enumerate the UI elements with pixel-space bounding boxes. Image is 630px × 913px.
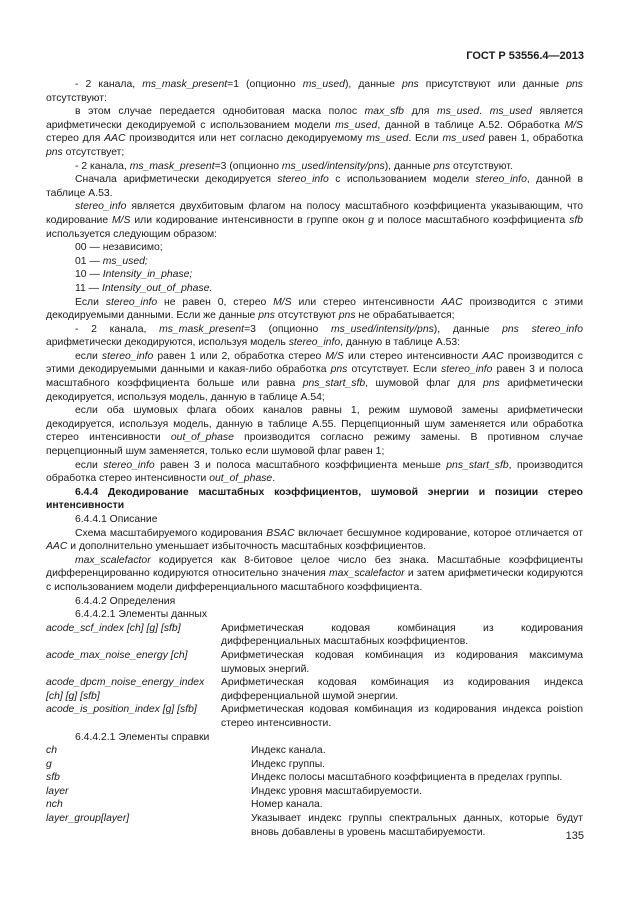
paragraph: 6.4.4.1 Описание	[75, 514, 158, 525]
definition-desc: Арифметическая кодовая комбинация из кодирования индекса poistion стерео интенсивности.	[221, 704, 583, 729]
paragraph: stereo_info является двухбитовым флагом на полосу масштабного коэффициента указывающим, что кодирование M/S или кодирование интенсивности в группе окон g и полосе масштабного коэффициента sfb используется следующим образом:	[46, 201, 583, 240]
paragraph: Если stereo_info не равен 0, стерео M/S или стерео интенсивности AAC производится с этими декодируемыми данными. Если же данные pns отсутствуют pns не обрабатывается;	[46, 296, 583, 322]
reference-desc: Указывает индекс группы спектральных данных, которые будут вновь добавлены в уровень масштабируемости.	[251, 813, 583, 838]
paragraph: - 2 канала, ms_mask_present=3 (опционно ms_used/intensity/pns), данные pns stereo_info арифметически декодируются, используя модель stereo_info, данную в таблице A.53:	[46, 323, 583, 349]
reference-desc: Индекс группы.	[251, 758, 326, 770]
paragraph: 11 — Intensity_out_of_phase.	[75, 282, 213, 294]
paragraph: max_scalefactor кодируется как 8-битовое целое число без знака. Масштабные коэффициенты дифференцированно кодируются относительно значения max_scalefactor и затем арифметически кодируются с использованием модели дифференциального масштабного коэффициента.	[46, 554, 583, 593]
reference-row	[46, 798, 583, 812]
definition-row	[46, 649, 583, 676]
body-paragraphs	[46, 78, 583, 622]
paragraph: 00 — независимо;	[75, 242, 163, 254]
definition-row	[46, 703, 583, 730]
reference-row	[46, 744, 583, 758]
paragraph: в этом случае передается однобитовая маска полос max_sfb для ms_used. ms_used является арифметически декодируемой с использованием модели ms_used, данной в таблице A.52. Обработка M/S стерео для AAC производится или нет согласно декодируемому ms_used. Если ms_used равен 1, обработка pns отсутствует;	[46, 106, 583, 158]
reference-term: nch	[46, 799, 63, 811]
definition-term: acode_is_position_index [g] [sfb]	[46, 704, 197, 716]
ref-heading: 6.4.4.2.1 Элементы справки	[75, 731, 210, 743]
reference-row	[46, 771, 583, 785]
paragraph: если оба шумовых флага обоих каналов равны 1, режим шумовой замены арифметически декодируется, используя модель, данную в таблице A.55. Перцепционный шум заменяется или обработка стерео интенсивности out_of_phase производится согласно режиму замены. В противном случае перцепционный шум заменяется, только если шумовой флаг равен 1;	[46, 405, 583, 458]
reference-row	[46, 758, 583, 772]
definition-row	[46, 622, 583, 649]
paragraph: 01 — ms_used;	[75, 255, 148, 267]
reference-row	[46, 785, 583, 799]
page-number: 135	[565, 830, 584, 842]
reference-desc: Индекс уровня масштабируемости.	[251, 785, 422, 797]
definition-term: acode_max_noise_energy [ch]	[46, 649, 188, 661]
reference-term: layer	[46, 785, 69, 797]
reference-desc: Индекс полосы масштабного коэффициента в пределах группы.	[251, 772, 563, 784]
reference-term: ch	[46, 745, 57, 757]
section-heading: 6.4.4 Декодирование масштабных коэффициентов, шумовой энергии и позиции стерео интенсивности	[46, 486, 583, 512]
definition-term: acode_scf_index [ch] [g] [sfb]	[46, 622, 181, 634]
definition-term: acode_dpcm_noise_energy_index [ch] [g] [sfb]	[46, 677, 205, 702]
paragraph: 10 — Intensity_in_phase;	[75, 269, 193, 281]
definition-desc: Арифметическая кодовая комбинация из кодирования индекса дифференциальной шумой энергии.	[221, 677, 583, 702]
reference-row	[46, 812, 583, 839]
paragraph: Схема масштабируемого кодирования BSAC включает бесшумное кодирование, которое отличается от AAC и дополнительно уменьшает избыточность масштабных коэффициентов.	[46, 527, 583, 553]
reference-term: sfb	[46, 772, 60, 784]
page-content	[46, 78, 583, 839]
definitions-list	[46, 622, 583, 731]
document-header: ГОСТ Р 53556.4—2013	[466, 50, 584, 62]
definition-desc: Арифметическая кодовая комбинация из кодирования максимума шумовых энергий.	[221, 649, 583, 675]
references-list	[46, 744, 583, 839]
paragraph: если stereo_info равен 1 или 2, обработка стерео M/S или стерео интенсивности AAC производится с этими декодируемыми данными и какая-либо обработка pns отсутствует. Если stereo_info равен 3 и полоса масштабного коэффициента больше или равна pns_start_sfb, шумовой флаг для pns арифметически декодируется, используя модель, данную в таблице A.54;	[46, 350, 584, 403]
paragraph: Сначала арифметически декодируется stereo_info с использованием модели stereo_info, данной в таблице A.53.	[46, 174, 583, 199]
paragraph: если stereo_info равен 3 и полоса масштабного коэффициента меньше pns_start_sfb, производится обработка стерео интенсивности out_of_phase.	[46, 459, 583, 485]
paragraph: - 2 канала, ms_mask_present=1 (опционно ms_used), данные pns присутствуют или данные pns отсутствуют:	[46, 79, 584, 104]
paragraph: 6.4.4.2 Определения	[75, 595, 176, 607]
paragraph: 6.4.4.2.1 Элементы данных	[75, 609, 208, 621]
reference-desc: Номер канала.	[251, 799, 323, 811]
definition-row	[46, 676, 583, 703]
paragraph: - 2 канала, ms_mask_present=3 (опционно ms_used/intensity/pns), данные pns отсутствуют.	[75, 160, 513, 172]
definition-desc: Арифметическая кодовая комбинация из кодирования дифференциальных масштабных коэффициентов.	[221, 622, 583, 648]
reference-desc: Индекс канала.	[251, 745, 326, 757]
reference-term: g	[46, 758, 52, 770]
reference-term: layer_group[layer]	[46, 813, 130, 825]
